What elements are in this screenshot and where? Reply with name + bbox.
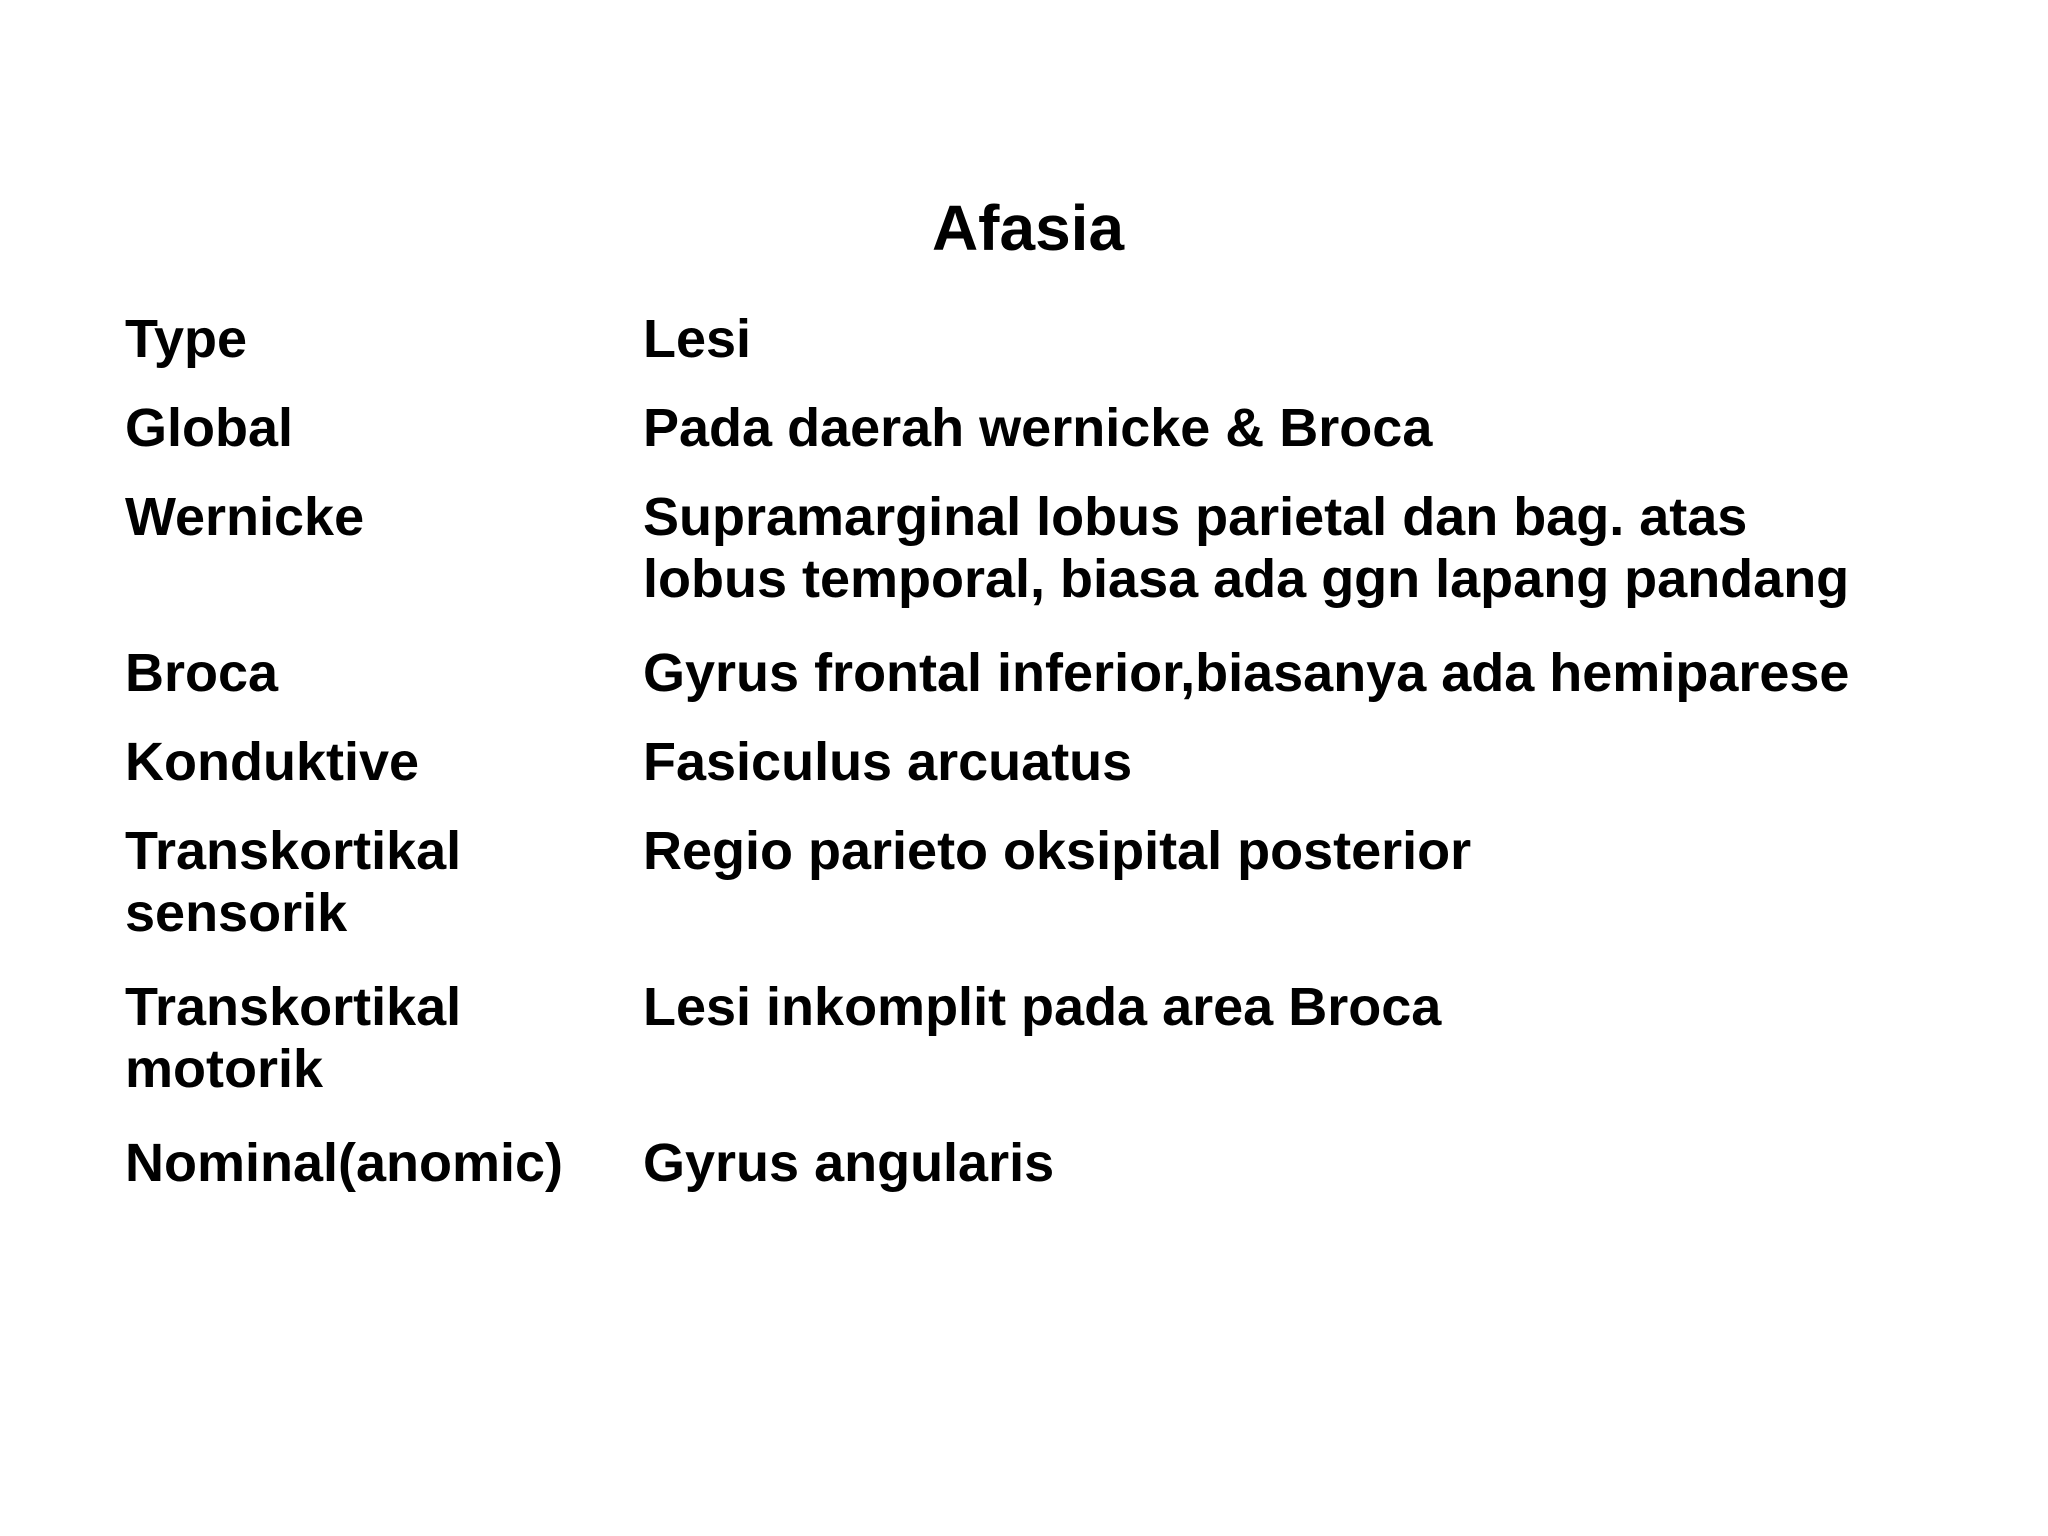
table-row (125, 820, 1965, 944)
row-type: Global (125, 398, 294, 458)
row-lesi: Pada daerah wernicke & Broca (643, 398, 1433, 458)
table-row (125, 1132, 1965, 1194)
table-row (125, 731, 1965, 793)
table-row (125, 976, 1965, 1100)
table-header-row (125, 308, 1965, 370)
table-row (125, 486, 1965, 610)
aphasia-table (125, 308, 1965, 1221)
row-lesi: Regio parieto oksipital posterior (643, 821, 1472, 881)
row-type: Transkortikal sensorik (125, 821, 462, 943)
table-row (125, 642, 1965, 704)
slide-title: Afasia (931, 192, 1125, 264)
header-lesi: Lesi (643, 309, 752, 369)
row-lesi: Gyrus angularis (643, 1133, 1055, 1193)
row-lesi: Fasiculus arcuatus (643, 732, 1133, 792)
row-lesi: Lesi inkomplit pada area Broca (643, 977, 1442, 1037)
row-type: Konduktive (125, 732, 420, 792)
header-type: Type (125, 309, 248, 369)
row-type: Wernicke (125, 487, 365, 547)
row-type: Transkortikal motorik (125, 977, 462, 1099)
row-lesi: Gyrus frontal inferior,biasanya ada hemiparese (643, 643, 1850, 703)
row-lesi: Supramarginal lobus parietal dan bag. atas lobus temporal, biasa ada ggn lapang pandang (643, 487, 1850, 609)
row-type: Broca (125, 643, 279, 703)
row-type: Nominal(anomic) (125, 1133, 564, 1193)
table-row (125, 397, 1965, 459)
